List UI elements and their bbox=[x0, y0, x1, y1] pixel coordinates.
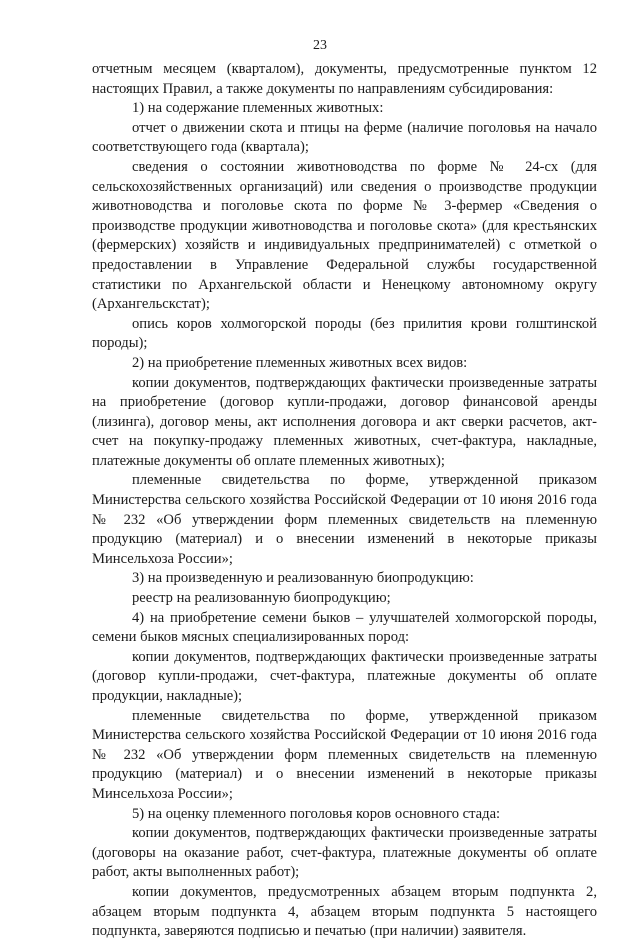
paragraph: отчетным месяцем (кварталом), документы, предусмотренные пунктом 12 настоящих Правил, а также документы по направлениям субсидирования: bbox=[92, 61, 597, 97]
document-body bbox=[92, 60, 597, 942]
paragraph: 5) на оценку племенного поголовья коров основного стада: bbox=[132, 805, 501, 822]
paragraph: 4) на приобретение семени быков – улучшателей холмогорской породы, семени быков мясных специализированных пород: bbox=[92, 609, 597, 646]
paragraph: племенные свидетельства по форме, утвержденной приказом Министерства сельского хозяйства Российской Федерации от 10 июня 2016 года № 232 «Об утверждении форм племенных свидетельств на племенную продукцию (материал) и о внесении изменений в некоторые приказы Минсельхоза России»; bbox=[92, 472, 597, 567]
paragraph: отчет о движении скота и птицы на ферме (наличие поголовья на начало соответствующего года (квартала); bbox=[92, 119, 597, 156]
paragraph: опись коров холмогорской породы (без прилития крови голштинской породы); bbox=[92, 315, 597, 352]
paragraph: 3) на произведенную и реализованную биопродукцию: bbox=[132, 570, 474, 587]
paragraph: реестр на реализованную биопродукцию; bbox=[132, 590, 391, 607]
paragraph: копии документов, подтверждающих фактически произведенные затраты на приобретение (договор купли-продажи, договор финансовой аренды (лизинга), договор мены, акт исполнения договора и акт сверки расчетов, акт-счет на покупку-продажу племенных животных, счет-фактура, накладные, платежные документы об оплате племенных животных); bbox=[92, 374, 597, 469]
paragraph: сведения о состоянии животноводства по форме № 24-сх (для сельскохозяйственных организаций) или сведения о производстве продукции животноводства и поголовье скота по форме № 3-фермер «Сведения о производстве продукции животноводства и поголовье скота» (для крестьянских (фермерских) хозяйств и индивидуальных предпринимателей) с отметкой о предоставлении в Управление Федеральной службы государственной статистики по Архангельской области и Ненецкому автономному округу (Архангельскстат); bbox=[92, 158, 597, 313]
paragraph: племенные свидетельства по форме, утвержденной приказом Министерства сельского хозяйства Российской Федерации от 10 июня 2016 года № 232 «Об утверждении форм племенных свидетельств на племенную продукцию (материал) и о внесении изменений в некоторые приказы Минсельхоза России»; bbox=[92, 707, 597, 802]
paragraph: копии документов, предусмотренных абзацем вторым подпункта 2, абзацем вторым подпункта 4, абзацем вторым подпункта 5 настоящего подпункта, заверяются подписью и печатью (при наличии) заявителя. bbox=[92, 883, 597, 940]
paragraph: копии документов, подтверждающих фактически произведенные затраты (договоры на оказание работ, счет-фактура, платежные документы об оплате работ, акты выполненных работ); bbox=[92, 825, 597, 881]
page-number: 23 bbox=[313, 38, 327, 53]
paragraph: копии документов, подтверждающих фактически произведенные затраты (договор купли-продажи, счет-фактура, платежные документы об оплате продукции, накладные); bbox=[92, 648, 597, 704]
paragraph: 2) на приобретение племенных животных всех видов: bbox=[132, 354, 468, 371]
paragraph: 1) на содержание племенных животных: bbox=[132, 100, 384, 117]
